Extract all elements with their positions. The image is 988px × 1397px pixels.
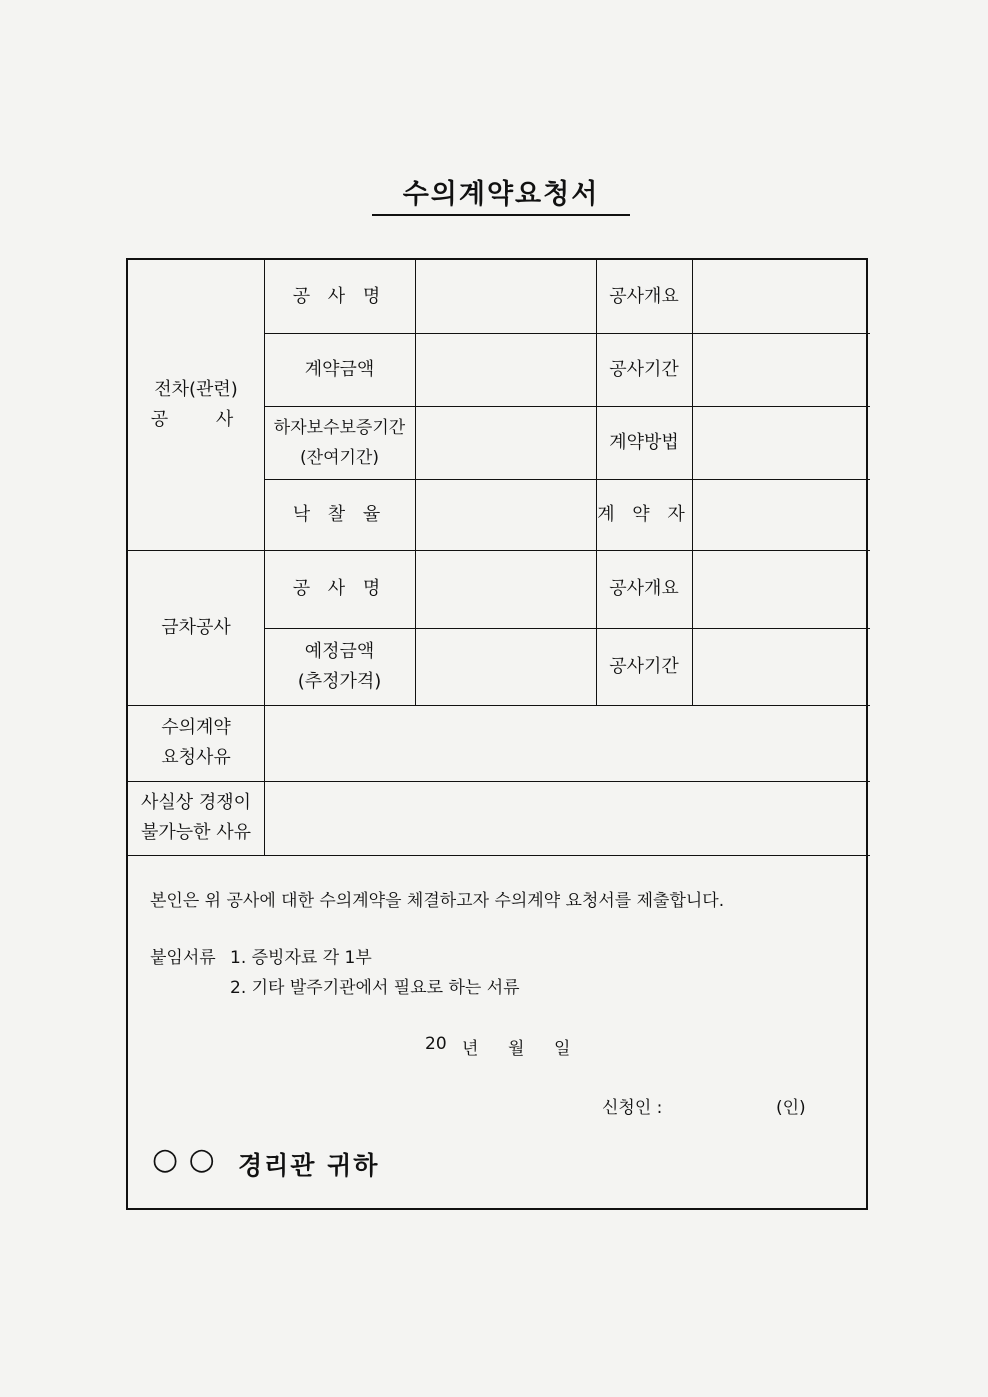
- attachment-item-2: 2. 기타 발주기관에서 필요로 하는 서류: [230, 978, 520, 998]
- contract-method-label: 계약방법: [609, 431, 679, 453]
- work-period-label: 공사기간: [609, 358, 679, 380]
- estimated-amount-label: [264, 628, 415, 705]
- warranty-period-line1: 하자보수보증기간: [273, 417, 406, 438]
- date-month: 월: [508, 1039, 525, 1059]
- previous-work-label-line2: 공 사: [150, 409, 242, 430]
- date-year: 년: [462, 1039, 479, 1059]
- title-underline: [372, 214, 630, 216]
- page-title: 수의계약요청서: [402, 179, 600, 210]
- request-form: [126, 258, 868, 1210]
- divider: [415, 260, 416, 705]
- no-competition-line2: 불가능한 사유: [140, 822, 252, 843]
- warranty-period-label: [264, 406, 415, 479]
- statement-text: 본인은 위 공사에 대한 수의계약을 체결하고자 수의계약 요청서를 제출합니다.: [150, 891, 725, 911]
- bid-rate-label: 낙 찰 율: [292, 503, 387, 525]
- request-reason-label: [128, 705, 264, 781]
- recipient-text: 경리관 귀하: [238, 1151, 380, 1180]
- contractor-label: 계 약 자: [597, 503, 691, 525]
- date-year-prefix: 20: [425, 1034, 447, 1054]
- current-work-overview-label: 공사개요: [609, 578, 679, 599]
- divider: [692, 260, 693, 705]
- previous-work-label-line1: 전차(관련): [154, 379, 238, 400]
- estimated-amount-line2: (추정가격): [297, 670, 382, 692]
- previous-work-section-label: [128, 260, 264, 550]
- recipient-marks: ○ ○: [152, 1142, 215, 1177]
- current-work-name-label: 공 사 명: [292, 578, 387, 599]
- warranty-period-line2: (잔여기간): [300, 447, 379, 468]
- request-reason-line1: 수의계약: [161, 717, 231, 738]
- current-work-period-label: 공사기간: [609, 655, 679, 677]
- contract-amount-label: 계약금액: [304, 358, 375, 380]
- applicant-label: 신청인 :: [602, 1098, 663, 1118]
- no-competition-label: [128, 781, 264, 855]
- no-competition-line1: 사실상 경쟁이: [140, 792, 252, 813]
- attachment-item-1: 1. 증빙자료 각 1부: [230, 948, 372, 968]
- request-reason-line2: 요청사유: [161, 747, 231, 768]
- current-work-section-label: 금차공사: [161, 616, 231, 638]
- date-day: 일: [554, 1039, 571, 1059]
- work-overview-label: 공사개요: [609, 285, 679, 307]
- estimated-amount-line1: 예정금액: [304, 640, 375, 662]
- attachments-label: 붙임서류: [150, 948, 216, 968]
- divider: [128, 855, 870, 856]
- work-name-label: 공 사 명: [292, 285, 387, 307]
- applicant-seal: (인): [776, 1098, 806, 1118]
